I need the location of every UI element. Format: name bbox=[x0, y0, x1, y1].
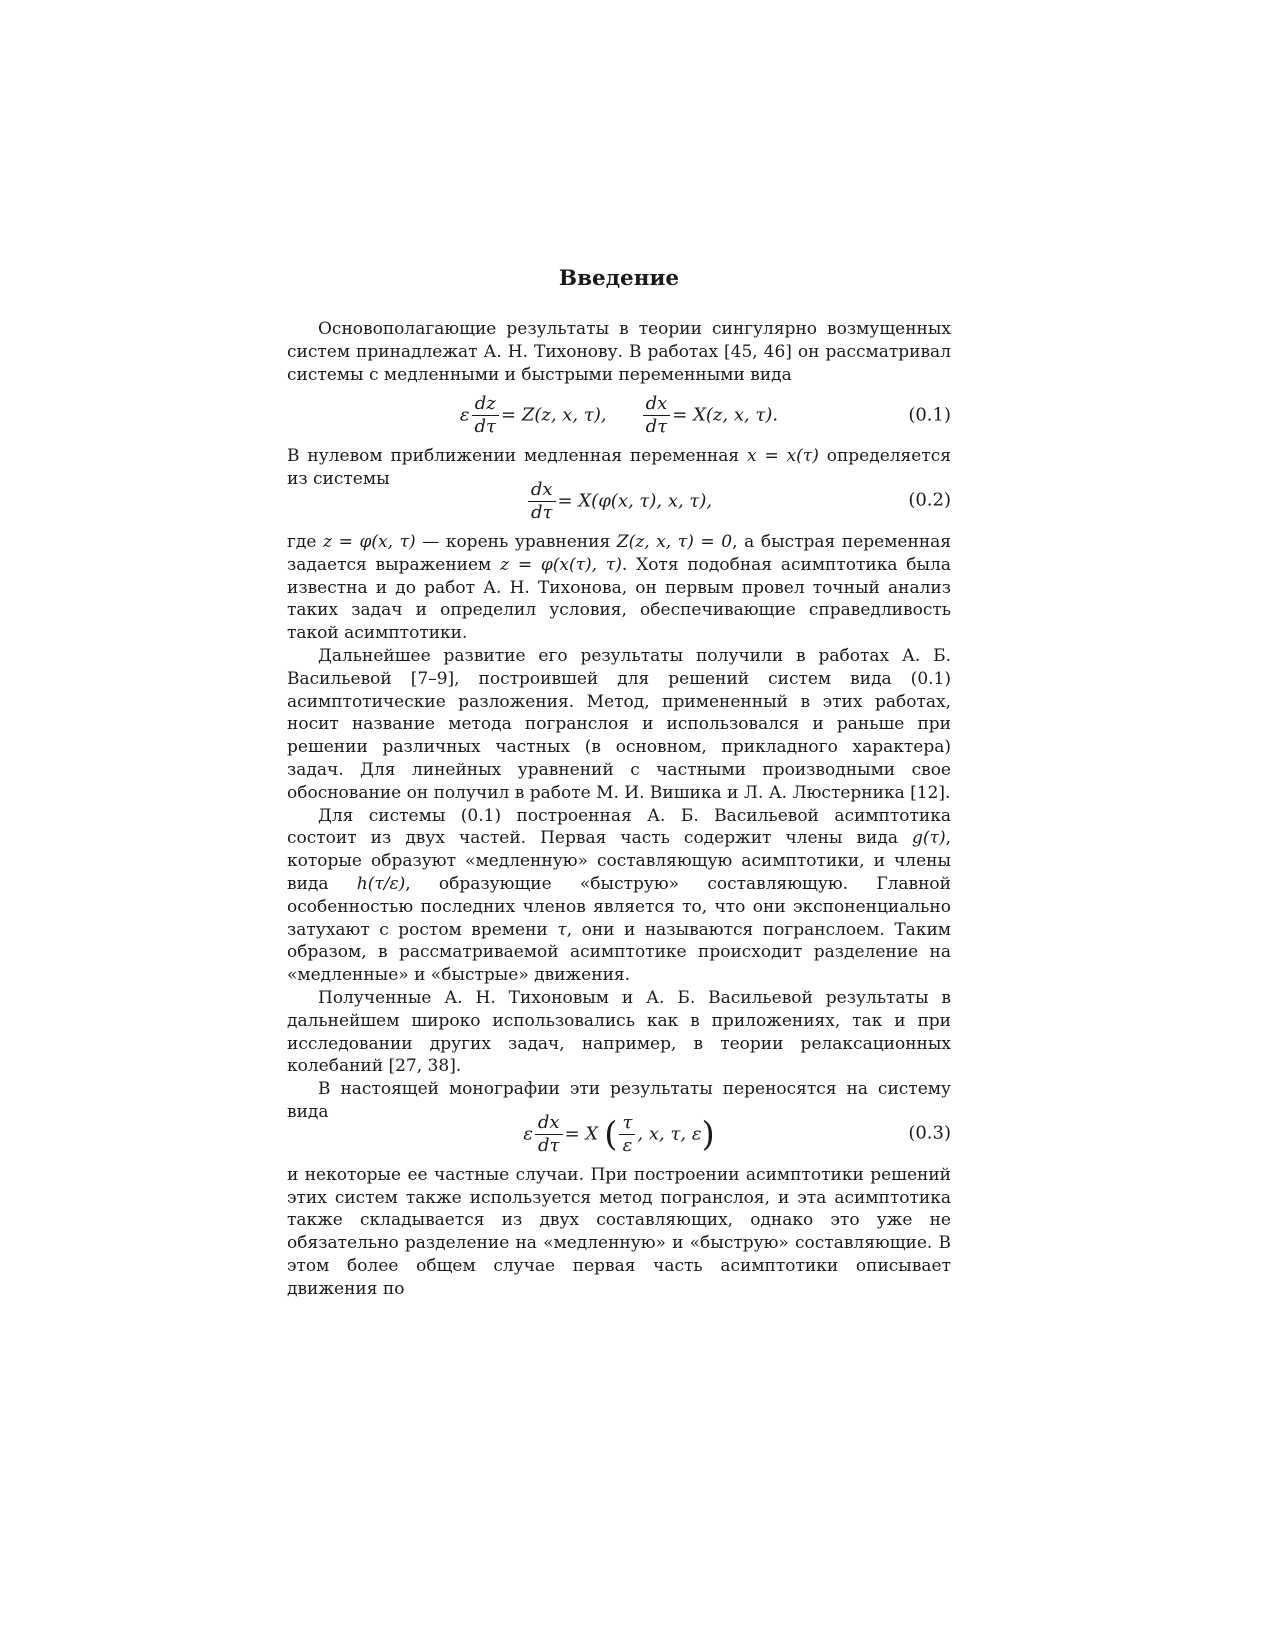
eq2-denominator: dτ bbox=[530, 501, 553, 523]
eq2-numerator: dx bbox=[528, 479, 556, 502]
equation-0-1-body bbox=[460, 393, 778, 438]
p2-text-1: В нулевом приближении медленная переменная bbox=[287, 446, 747, 467]
p5-text-4: , они и называются погранслоем. Таким образом, в рассматриваемой асимптотике происходит разделение на «медленные» и «быстрые» движения. bbox=[287, 919, 951, 986]
p5-math-2: h(τ/ε) bbox=[356, 873, 406, 894]
p3-text-2: — корень уравнения bbox=[415, 531, 617, 552]
p4-text: Дальнейшее развитие его результаты получили в работах А. Б. Васильевой [7–9], построившей для решений систем вида (0.1) асимптотические разложения. Метод, примененный в этих работах, носит название метода погранслоя и использовался и раньше при решении различных частных (в основном, прикладного характера) задач. Для линейных уравнений с частными производными свое обоснование он получил в работе М. И. Вишика и Л. А. Люстерника [12]. bbox=[287, 645, 951, 803]
equation-number-0-3: (0.3) bbox=[908, 1122, 951, 1144]
p5-text-1: Для системы (0.1) построенная А. Б. Васильевой асимптотика состоит из двух частей. Первая часть содержит члены вида bbox=[287, 805, 951, 849]
eq3-epsilon: ε bbox=[523, 1123, 533, 1145]
p3-text-1: где bbox=[287, 531, 324, 552]
eq2-rhs: = X(φ(x, τ), x, τ), bbox=[557, 490, 713, 512]
equation-0-3-body bbox=[523, 1112, 715, 1157]
eq3-args: , x, τ, ε bbox=[637, 1123, 702, 1145]
equation-number-0-2: (0.2) bbox=[908, 490, 951, 512]
p2-text-2: определяется из системы bbox=[287, 446, 951, 490]
eq1-denominator-1: dτ bbox=[474, 416, 497, 438]
paragraph-4 bbox=[287, 645, 951, 805]
p3-text-3: , а быстрая переменная задается выражением bbox=[287, 531, 952, 575]
equation-0-2-body bbox=[526, 479, 712, 524]
p3-math-3: z = φ(x(τ), τ) bbox=[500, 554, 622, 575]
p8-text: и некоторые ее частные случаи. При построении асимптотики решений этих систем также используется метод погранслоя, и эта асимптотика также складывается из двух составляющих, однако это уже не обязательно разделение на «медленную» и «быструю» составляющие. В этом более общем случае первая часть асимптотики описывает движения по bbox=[287, 1164, 951, 1299]
p5-math-3: τ bbox=[557, 919, 567, 940]
p2-math-1: x = x(τ) bbox=[746, 446, 819, 467]
paragraph-6 bbox=[287, 987, 951, 1078]
eq1-rhs-1: = Z(z, x, τ), bbox=[501, 404, 607, 426]
section-title: Введение bbox=[558, 266, 680, 291]
eq3-eq-X: = X bbox=[564, 1123, 599, 1145]
p1-text: Основополагающие результаты в теории сингулярно возмущенных систем принадлежат А. Н. Тихонову. В работах [45, 46] он рассматривал системы с медленными и быстрыми переменными вида bbox=[287, 319, 951, 385]
equation-0-3 bbox=[287, 1112, 951, 1157]
p5-text-3: , образующие «быструю» составляющую. Главной особенностью последних членов является то, что они экспоненциально затухают с ростом времени bbox=[287, 873, 951, 940]
p5-text-2: , которые образуют «медленную» составляющую асимптотики, и члены вида bbox=[287, 828, 951, 894]
eq1-rhs-2: = X(z, x, τ). bbox=[672, 404, 779, 426]
paragraph-3 bbox=[287, 531, 951, 645]
eq2-fraction-dx-dtau bbox=[528, 479, 556, 524]
eq3-fraction-tau-eps bbox=[619, 1112, 635, 1157]
eq3-right-paren: ) bbox=[701, 1114, 715, 1155]
p7-text: В настоящей монографии эти результаты переносятся на систему вида bbox=[287, 1079, 951, 1122]
equation-number-0-1: (0.1) bbox=[908, 404, 951, 426]
page-content bbox=[287, 265, 951, 1300]
p3-text-4: . Хотя подобная асимптотика была известна и до работ А. Н. Тихонова, он первым провел точный анализ таких задач и определил условия, обеспечивающие справедливость такой асимптотики. bbox=[287, 554, 951, 644]
eq1-denominator-2: dτ bbox=[645, 416, 668, 438]
eq1-numerator-2: dx bbox=[643, 393, 671, 416]
eq1-epsilon: ε bbox=[459, 404, 470, 426]
eq1-numerator-1: dz bbox=[472, 393, 499, 416]
p3-math-2: Z(z, x, τ) = 0 bbox=[616, 531, 733, 552]
equation-0-1 bbox=[287, 393, 951, 438]
eq3-frac-numerator: τ bbox=[619, 1112, 635, 1135]
paragraph-1 bbox=[287, 318, 951, 386]
eq3-numerator: dx bbox=[535, 1112, 563, 1135]
eq3-fraction-dx-dtau bbox=[535, 1112, 563, 1157]
equation-0-2 bbox=[287, 479, 951, 524]
paragraph-5 bbox=[287, 805, 951, 987]
p5-math-1: g(τ) bbox=[912, 828, 946, 849]
eq3-left-paren: ( bbox=[604, 1114, 618, 1155]
eq3-denominator: dτ bbox=[537, 1134, 560, 1156]
eq1-fraction-dx-dtau bbox=[643, 393, 671, 438]
eq3-frac-denominator: ε bbox=[622, 1134, 633, 1156]
p3-math-1: z = φ(x, τ) bbox=[323, 531, 416, 552]
p6-text: Полученные А. Н. Тихоновым и А. Б. Васильевой результаты в дальнейшем широко использовались как в приложениях, так и при исследовании других задач, например, в теории релаксационных колебаний [27, 38]. bbox=[287, 987, 951, 1077]
paragraph-8 bbox=[287, 1164, 951, 1301]
eq1-fraction-dz-dtau bbox=[472, 393, 499, 438]
